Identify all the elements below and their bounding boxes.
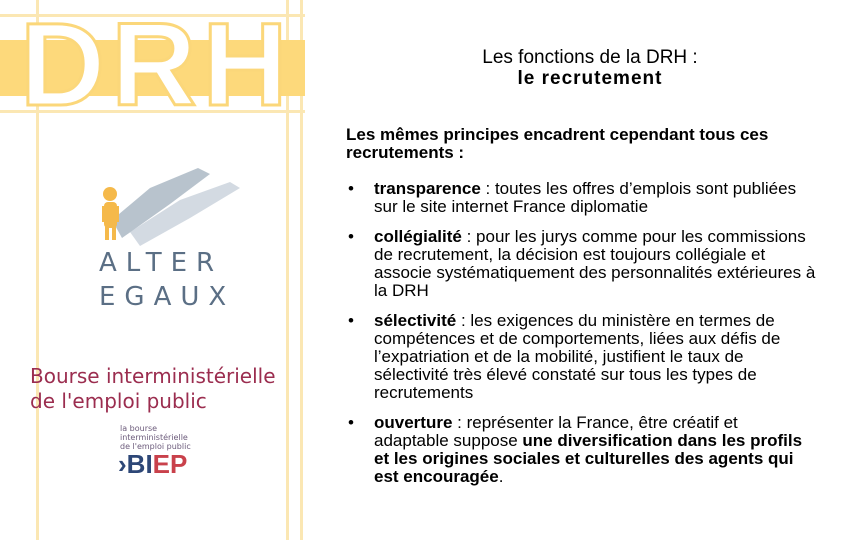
egaux-line: EGAUX [99,282,236,312]
bullet-term: transparence [374,179,481,198]
bullet-icon: • [348,227,354,246]
title-line-2: le recrutement [517,68,663,89]
biep-tagline-line: interministérielle [120,433,188,442]
biep-logo-ep: EP [152,449,188,479]
biep-tagline [120,424,191,451]
bullet-icon: • [348,311,354,330]
biep-tagline-line: la bourse [120,424,158,433]
chevron-right-icon: › [118,449,127,479]
list-item [346,228,816,300]
bourse-line-2: de l'emploi public [30,389,207,413]
biep-tagline-line: de l'emploi public [120,442,191,451]
list-item [346,414,816,486]
bullet-emphasis: une diversification dans les profils et les origines sociales et culturelles des agents qui est encouragée [374,431,803,486]
bullet-text: : toutes les offres d’emplois sont publiées sur le site internet France diplomatie [374,179,797,216]
bullet-end: . [498,467,504,486]
bullet-term: sélectivité [374,311,457,330]
page-title [400,47,780,89]
bullet-text: : les exigences du ministère en termes de compétences et de comportements, liées aux défis de l’expatriation et de la mobilité, justifient le taux de sélectivité très élevé constaté sur tous les types de recrutements [374,311,781,402]
drh-logo: DRH [20,0,294,131]
bullet-text: : représenter la France, être créatif et adaptable suppose [374,413,738,450]
biep-logo-bi: BI [126,449,153,479]
bullet-icon: • [348,179,354,198]
bullet-term: ouverture [374,413,453,432]
main-content [346,126,816,498]
title-line-1: Les fonctions de la DRH : [482,47,698,68]
alter-line: ALTER [99,248,224,278]
bullet-term: collégialité [374,227,462,246]
bourse-title [30,364,276,414]
alter-egaux-logo-text [99,246,235,314]
biep-logo [118,450,187,478]
bourse-line-1: Bourse interministérielle [30,364,276,388]
list-item [346,180,816,216]
bullet-text: : pour les jurys comme pour les commissions de recrutement, la décision est toujours collégiale et associe systématiquement des personnalités extérieures à la DRH [374,227,816,300]
bullet-icon: • [348,413,354,432]
principles-list [346,180,816,486]
list-item [346,312,816,402]
intro-text: Les mêmes principes encadrent cependant tous ces recrutements : [346,125,769,162]
